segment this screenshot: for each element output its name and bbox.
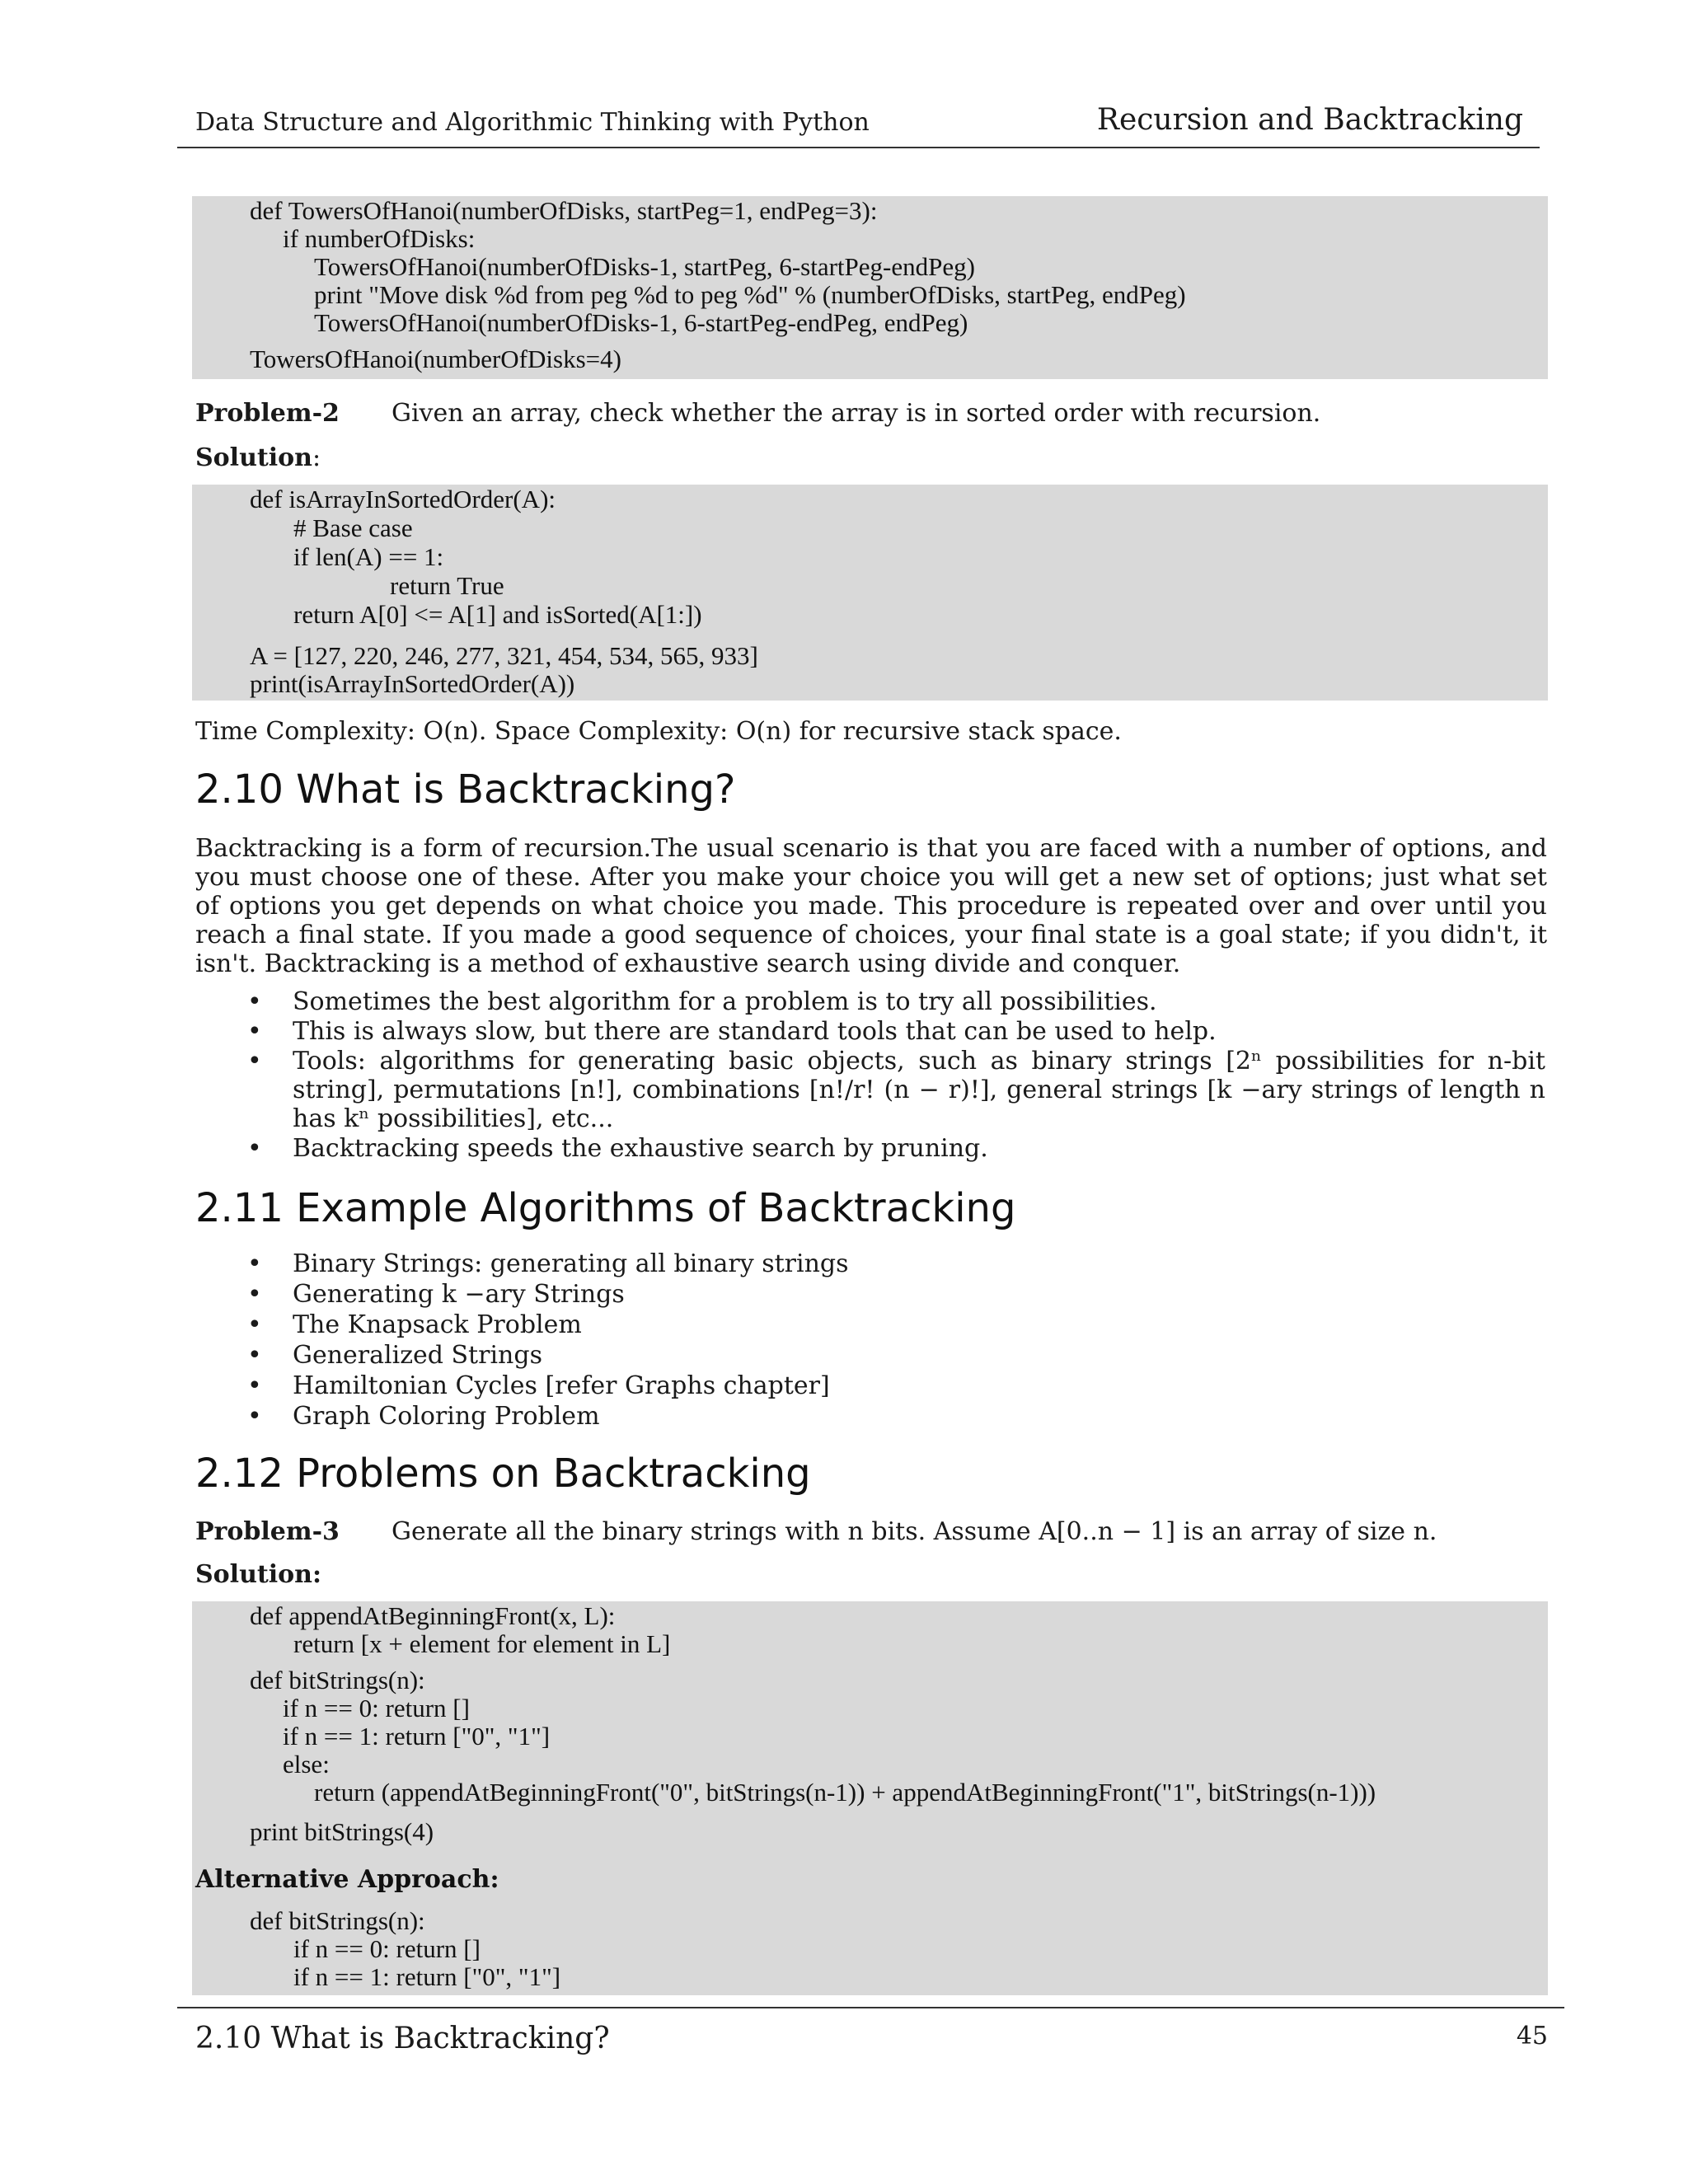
code-line: A = [127, 220, 246, 277, 321, 454, 534, 565, 933] [250, 641, 758, 670]
code-line: if n == 0: return [] [283, 1694, 470, 1722]
code-line: def bitStrings(n): [250, 1666, 425, 1694]
page-header [177, 97, 1540, 148]
code-line: def TowersOfHanoi(numberOfDisks, startPeg=1, endPeg=3): [250, 196, 878, 225]
code-line: def isArrayInSortedOrder(A): [250, 485, 556, 513]
code-line: def appendAtBeginningFront(x, L): [250, 1601, 616, 1630]
list-item: This is always slow, but there are standard tools that can be used to help. [293, 1017, 1217, 1046]
list-item: The Knapsack Problem [293, 1310, 582, 1339]
code-block-sorted [192, 485, 1548, 701]
code-block-bitstrings [192, 1601, 1548, 1995]
code-line: print(isArrayInSortedOrder(A)) [250, 669, 575, 698]
code-line: def bitStrings(n): [250, 1906, 425, 1935]
code-line: return True [390, 571, 504, 600]
bullet-icon: • [247, 1047, 262, 1076]
list-item: Backtracking speeds the exhaustive search by pruning. [293, 1134, 988, 1163]
solution-3-label: Solution: [195, 1560, 322, 1589]
problem-3-label: Problem-3 [195, 1517, 340, 1546]
problem-3-text: Generate all the binary strings with n bits. Assume A[0..n − 1] is an array of size n. [392, 1517, 1437, 1546]
footer-section: 2.10 What is Backtracking? [195, 2022, 610, 2055]
code-line: if n == 1: return ["0", "1"] [283, 1722, 551, 1750]
bullet-icon: • [247, 1402, 262, 1431]
code-line: print bitStrings(4) [250, 1817, 434, 1846]
list-item: Graph Coloring Problem [293, 1402, 600, 1431]
list-item: Sometimes the best algorithm for a problem is to try all possibilities. [293, 987, 1157, 1016]
code-line: return [x + element for element in L] [293, 1629, 671, 1658]
list-item: Binary Strings: generating all binary strings [293, 1249, 849, 1278]
code-line: if len(A) == 1: [293, 542, 444, 571]
alternative-approach-label: Alternative Approach: [195, 1865, 499, 1894]
list-item: Generating k −ary Strings [293, 1280, 625, 1309]
bullet-icon: • [247, 1280, 262, 1309]
bullet-icon: • [247, 1310, 262, 1339]
page-footer [177, 2007, 1564, 2058]
backtracking-paragraph: Backtracking is a form of recursion.The usual scenario is that you are faced with a number of options, and you must choose one of these. After you make your choice you will get a new set of options; just what set of options you get depends on what choice you made. This procedure is repeated over and over until you reach a final state. If you made a good sequence of choices, your final state is a goal state; if you didn't, it isn't. Backtracking is a method of exhaustive search using divide and conquer. [195, 834, 1547, 978]
code-line: TowersOfHanoi(numberOfDisks-1, startPeg, 6-startPeg-endPeg) [314, 252, 975, 281]
code-line: else: [283, 1750, 330, 1779]
list-item: Hamiltonian Cycles [refer Graphs chapter] [293, 1371, 830, 1400]
code-line: TowersOfHanoi(numberOfDisks-1, 6-startPeg-endPeg, endPeg) [314, 308, 968, 337]
code-line: # Base case [293, 513, 413, 542]
chapter-title: Recursion and Backtracking [1096, 103, 1523, 137]
bullet-icon: • [247, 1371, 262, 1400]
section-title-2-10: 2.10 What is Backtracking? [195, 766, 736, 813]
section-title-2-11: 2.11 Example Algorithms of Backtracking [195, 1185, 1016, 1231]
code-line: if numberOfDisks: [283, 224, 476, 253]
code-line: if n == 1: return ["0", "1"] [293, 1962, 561, 1991]
complexity-note: Time Complexity: O(n). Space Complexity: O(n) for recursive stack space. [195, 717, 1122, 746]
code-line: print "Move disk %d from peg %d to peg %d" % (numberOfDisks, startPeg, endPeg) [314, 280, 1186, 309]
code-line: return A[0] <= A[1] and isSorted(A[1:]) [293, 600, 702, 629]
bullet-icon: • [247, 1134, 262, 1163]
bullet-icon: • [247, 987, 262, 1016]
code-line: TowersOfHanoi(numberOfDisks=4) [250, 344, 621, 373]
section-title-2-12: 2.12 Problems on Backtracking [195, 1451, 811, 1497]
code-line: if n == 0: return [] [293, 1934, 481, 1963]
list-item: Generalized Strings [293, 1341, 542, 1370]
code-line: return (appendAtBeginningFront("0", bitStrings(n-1)) + appendAtBeginningFront("1", bitStrings(n-1))) [314, 1778, 1376, 1807]
solution-label: Solution: [195, 443, 321, 472]
bullet-icon: • [247, 1017, 262, 1046]
bullet-icon: • [247, 1249, 262, 1278]
problem-2-label: Problem-2 [195, 399, 340, 428]
code-block-hanoi [192, 196, 1548, 379]
bullet-icon: • [247, 1341, 262, 1370]
problem-2-text: Given an array, check whether the array is in sorted order with recursion. [392, 399, 1321, 428]
list-item: Tools: algorithms for generating basic objects, such as binary strings [2ⁿ possibilities for n-bit string], permutations [n!], combinations [n!/r! (n − r)!], general strings [k −ary strings of length n has kⁿ possibilities], etc... [293, 1047, 1545, 1133]
page-number: 45 [1516, 2022, 1548, 2050]
book-title: Data Structure and Algorithmic Thinking with Python [195, 108, 870, 137]
